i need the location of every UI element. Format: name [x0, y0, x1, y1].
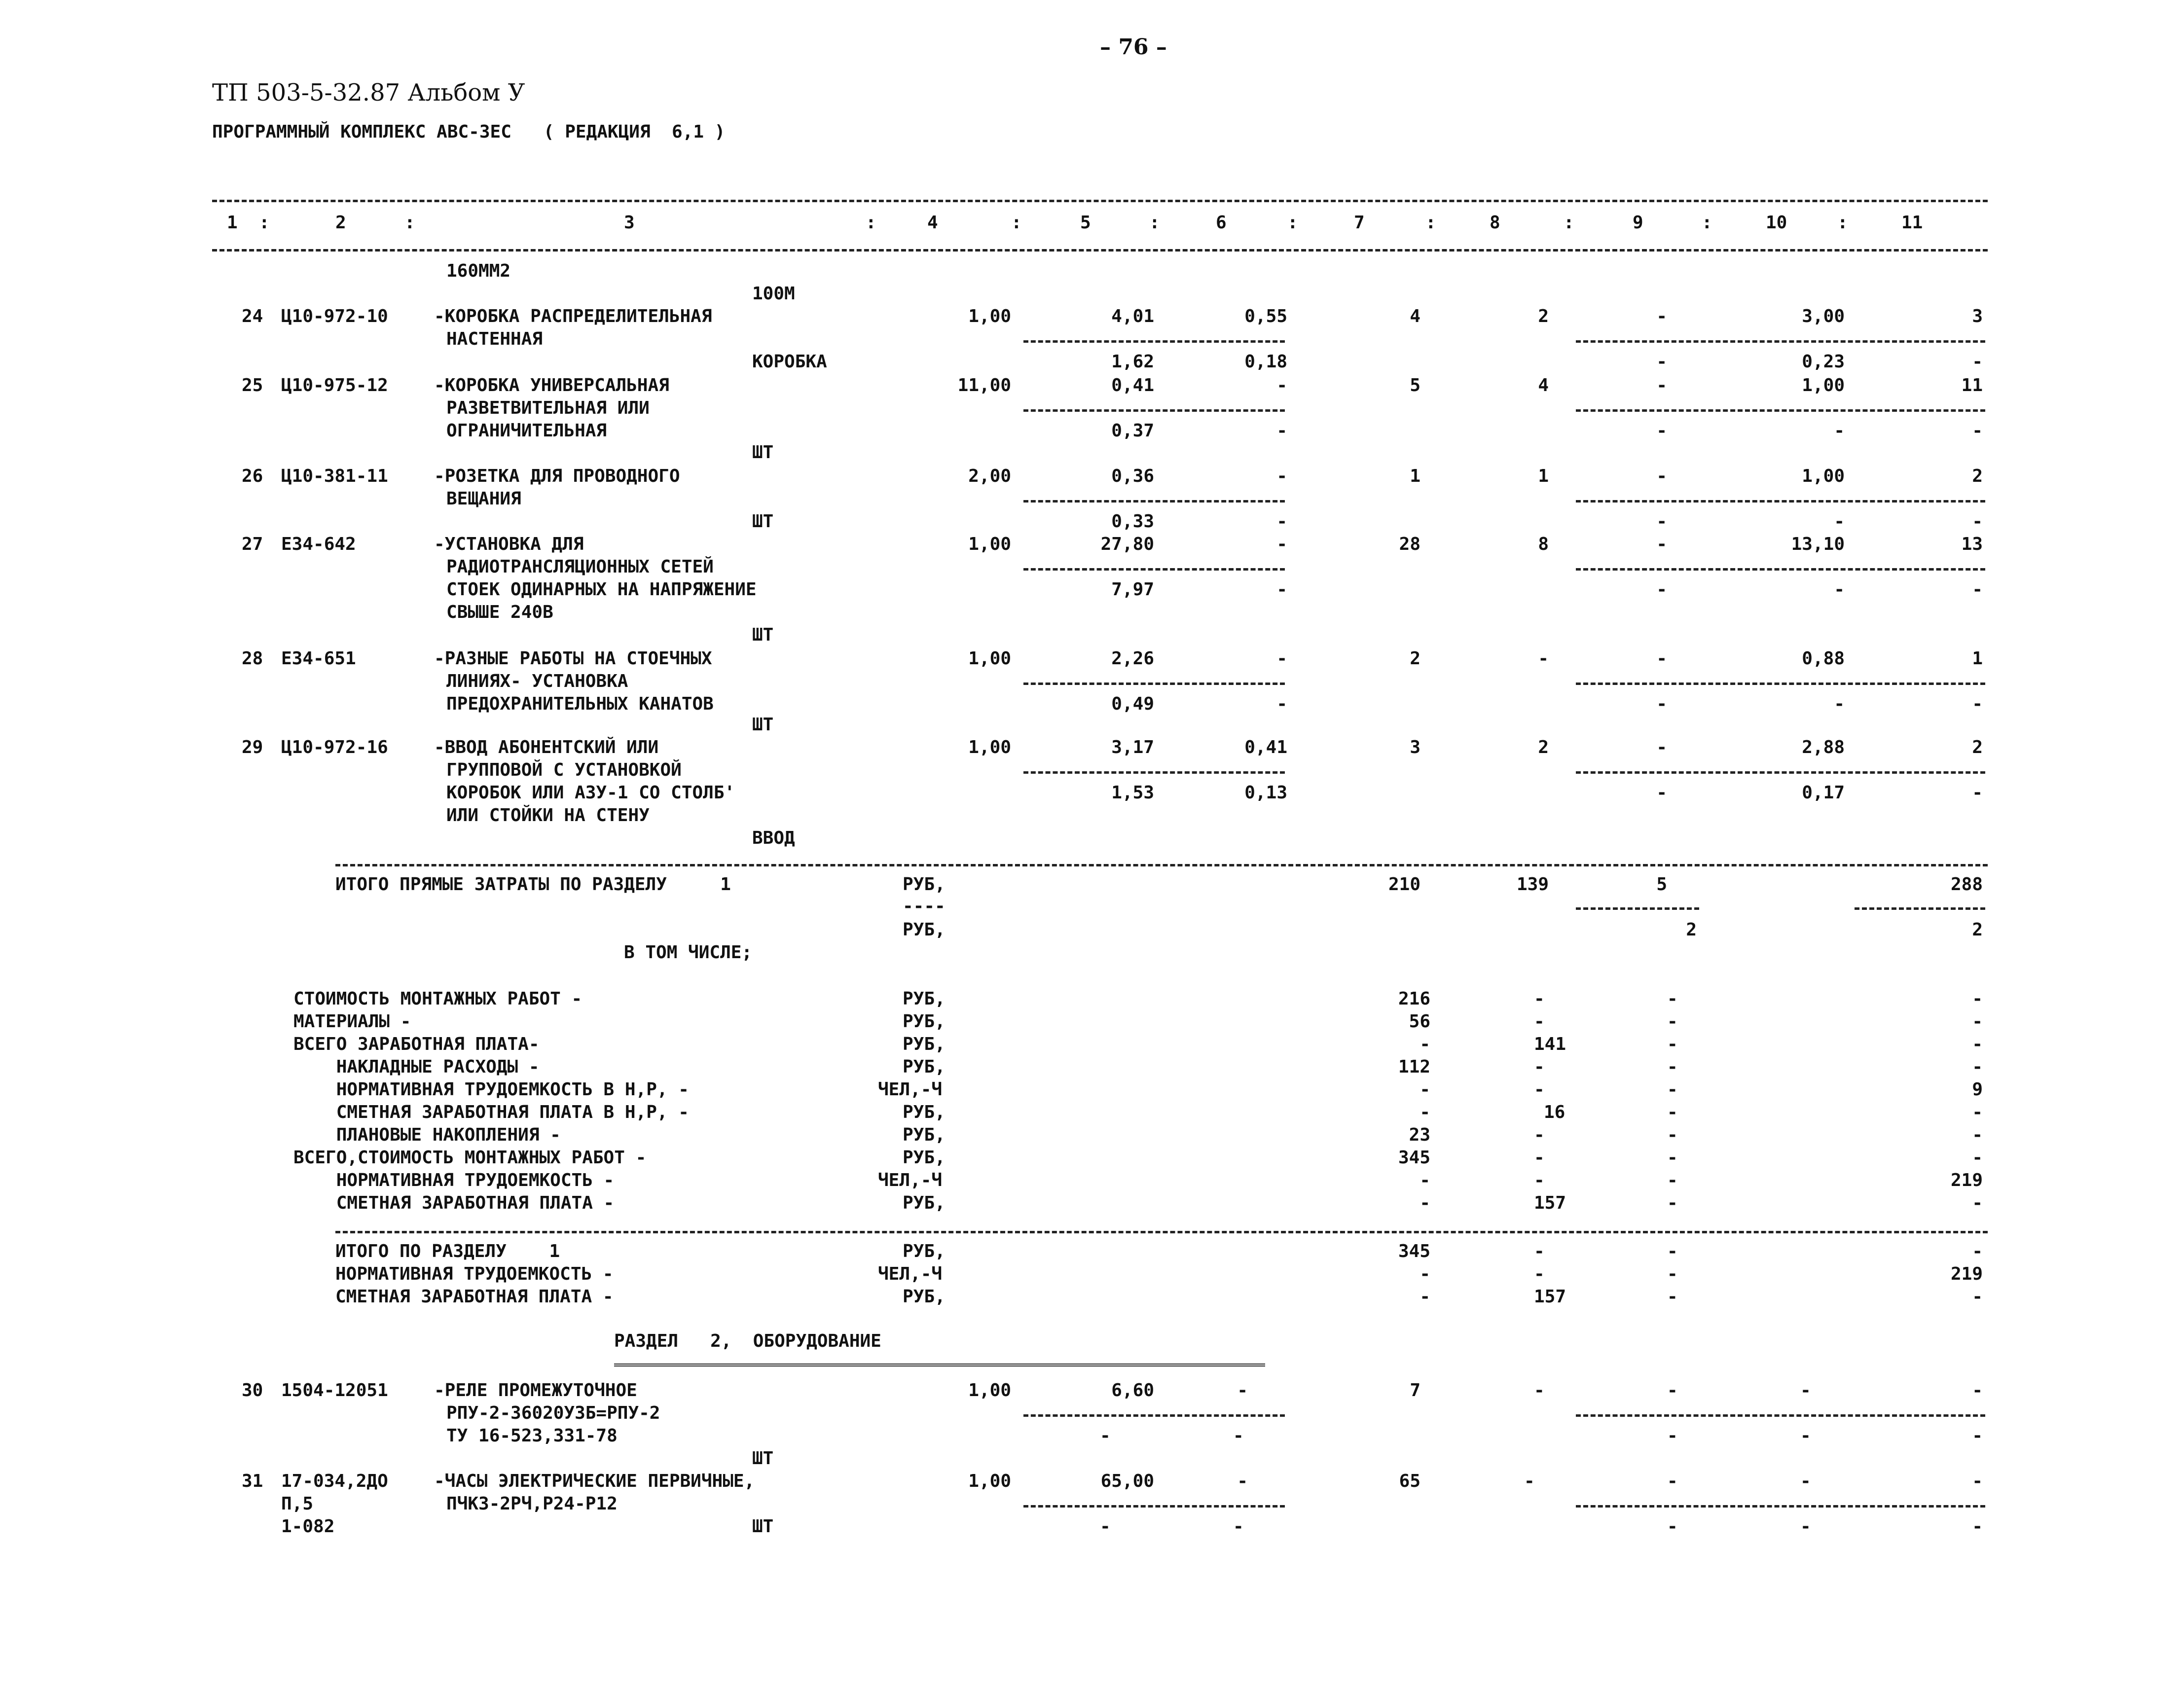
item-col7: -	[1420, 1170, 1430, 1190]
item-col7: 216	[1398, 989, 1430, 1009]
item-col8: -	[1534, 989, 1545, 1009]
col-header-10: 10	[1766, 213, 1787, 233]
col-header-9: 9	[1633, 213, 1643, 233]
cell-col8: -	[1538, 648, 1549, 669]
row-name-line: РАДИОТРАНСЛЯЦИОННЫХ СЕТЕЙ	[446, 557, 714, 577]
row-name-line: РАЗВЕТВИТЕЛЬНАЯ ИЛИ	[446, 398, 650, 418]
cell-col5: 4,01	[1111, 306, 1154, 326]
row-name-line: РПУ-2-36020У3Б=РПУ-2	[446, 1403, 660, 1423]
item-label: СМЕТНАЯ ЗАРАБОТНАЯ ПЛАТА -	[293, 1193, 615, 1213]
cell-col9: -	[1667, 1471, 1678, 1491]
cell-col5: 0,36	[1111, 466, 1154, 486]
cell-col9-sub: -	[1656, 421, 1667, 441]
item-col8: -	[1534, 1241, 1545, 1261]
row-name-line: СВЫШЕ 240В	[446, 602, 553, 622]
row-code-line: 1-082	[281, 1516, 335, 1537]
cell-col5: 0,41	[1111, 375, 1154, 395]
item-col8: -	[1534, 1264, 1545, 1284]
row-name-line: КОРОБОК ИЛИ АЗУ-1 СО СТОЛБ'	[446, 783, 735, 803]
cell-col10: 1,00	[1802, 375, 1845, 395]
totals-unit-2: РУБ,	[903, 920, 946, 940]
col-divider: :	[1425, 213, 1436, 233]
item-unit: РУБ,	[903, 989, 946, 1009]
item-unit: РУБ,	[903, 1287, 946, 1307]
item-col11: -	[1972, 989, 1983, 1009]
cell-col9-sub: -	[1667, 1426, 1678, 1446]
cell-col10-sub: -	[1834, 694, 1845, 714]
row-code: Ц10-972-16	[281, 737, 388, 757]
cell-col11-sub: -	[1972, 1516, 1983, 1537]
cell-col10: 2,88	[1802, 737, 1845, 757]
item-unit: РУБ,	[903, 1125, 946, 1145]
item-col7: 345	[1398, 1241, 1430, 1261]
cell-col11: -	[1972, 1380, 1983, 1401]
cell-rule	[1576, 500, 1985, 503]
item-col11: -	[1972, 1125, 1983, 1145]
item-label: НОРМАТИВНАЯ ТРУДОЕМКОСТЬ -	[293, 1170, 615, 1190]
item-col7: -	[1420, 1079, 1430, 1100]
item-col9: -	[1667, 1148, 1678, 1168]
item-col9: -	[1667, 1057, 1678, 1077]
item-unit: РУБ,	[903, 1241, 946, 1261]
row-name-line: -РОЗЕТКА ДЛЯ ПРОВОДНОГО	[434, 466, 680, 486]
cell-col7: 28	[1399, 534, 1420, 554]
cell-col6: -	[1276, 375, 1287, 395]
row-number: 26	[242, 466, 263, 486]
item-col11: 9	[1972, 1079, 1983, 1100]
totals-col9: 5	[1656, 874, 1667, 895]
row-code: Ц10-975-12	[281, 375, 388, 395]
item-col8: -	[1534, 1057, 1545, 1077]
row-unit: ВВОД	[752, 828, 795, 848]
item-col11: -	[1972, 1287, 1983, 1307]
header-top-rule	[212, 200, 1988, 202]
row-quantity: 1,00	[968, 648, 1011, 669]
cell-col7: 2	[1410, 648, 1420, 669]
col-divider: :	[259, 213, 270, 233]
cell-col5: 65,00	[1100, 1471, 1154, 1491]
cell-col6-sub: 0,13	[1244, 783, 1287, 803]
item-label: НОРМАТИВНАЯ ТРУДОЕМКОСТЬ В Н,Р, -	[293, 1079, 689, 1100]
item-col9: -	[1667, 1287, 1678, 1307]
cell-col9-sub: -	[1656, 511, 1667, 532]
cell-col6: -	[1237, 1471, 1248, 1491]
item-col11: -	[1972, 1148, 1983, 1168]
cell-col11-sub: -	[1972, 694, 1983, 714]
cell-rule	[1023, 1505, 1285, 1508]
item-col7: -	[1420, 1287, 1430, 1307]
item-col11: -	[1972, 1034, 1983, 1054]
row-unit: ШТ	[752, 625, 774, 645]
cell-col5-sub: 0,49	[1111, 694, 1154, 714]
cell-col6-sub: -	[1233, 1516, 1244, 1537]
cell-rule	[1023, 568, 1285, 571]
cell-col11-sub: -	[1972, 1426, 1983, 1446]
cell-rule	[1855, 907, 1985, 910]
item-unit: ЧЕЛ,-Ч	[878, 1264, 943, 1284]
col-divider: :	[1837, 213, 1848, 233]
row-quantity: 1,00	[968, 306, 1011, 326]
item-col11: -	[1972, 1241, 1983, 1261]
page-number: – 76 –	[1100, 35, 1167, 60]
item-label: НОРМАТИВНАЯ ТРУДОЕМКОСТЬ -	[335, 1264, 614, 1284]
cell-rule	[1023, 500, 1285, 503]
item-col11: 219	[1950, 1264, 1983, 1284]
col-divider: :	[1149, 213, 1160, 233]
cell-col5-sub: 7,97	[1111, 579, 1154, 600]
cell-col6-sub: -	[1276, 579, 1287, 600]
row-name-line: ИЛИ СТОЙКИ НА СТЕНУ	[446, 805, 650, 826]
cell-col11-sub: -	[1972, 783, 1983, 803]
cell-col5: 3,17	[1111, 737, 1154, 757]
row-name-line: -УСТАНОВКА ДЛЯ	[434, 534, 584, 554]
cell-col6: -	[1276, 648, 1287, 669]
row-code: Е34-642	[281, 534, 356, 554]
cell-col10: 3,00	[1802, 306, 1845, 326]
item-col8: 157	[1534, 1287, 1566, 1307]
item-col9: -	[1667, 1011, 1678, 1032]
row-unit: ШТ	[752, 1516, 774, 1537]
row-code: Ц10-381-11	[281, 466, 388, 486]
item-col8: 157	[1534, 1193, 1566, 1213]
item-label: ИТОГО ПО РАЗДЕЛУ 1	[335, 1241, 560, 1261]
row-unit: ШТ	[752, 442, 774, 463]
item-unit: РУБ,	[903, 1148, 946, 1168]
section-2-title: РАЗДЕЛ 2, ОБОРУДОВАНИЕ	[614, 1331, 881, 1351]
cell-col5-sub: 1,53	[1111, 783, 1154, 803]
cell-col6: -	[1276, 466, 1287, 486]
cell-col9: -	[1656, 737, 1667, 757]
cell-col6-sub: -	[1276, 511, 1287, 532]
cell-col5-sub: 0,33	[1111, 511, 1154, 532]
cell-col10-sub: -	[1800, 1516, 1811, 1537]
item-unit: РУБ,	[903, 1011, 946, 1032]
cell-col9: -	[1667, 1380, 1678, 1401]
item-col7: 56	[1409, 1011, 1430, 1032]
item-col8: -	[1534, 1170, 1545, 1190]
row-name-line: НАСТЕННАЯ	[446, 329, 543, 349]
item-col8: 141	[1534, 1034, 1566, 1054]
totals-col11-sub: 2	[1972, 920, 1983, 940]
including-heading: В ТОМ ЧИСЛЕ;	[624, 942, 753, 963]
col-header-5: 5	[1080, 213, 1091, 233]
cell-col10: 0,88	[1802, 648, 1845, 669]
program-subtitle: ПРОГРАММНЫЙ КОМПЛЕКС АВС-3ЕС ( РЕДАКЦИЯ 6,1 )	[212, 122, 726, 142]
cell-col9: -	[1656, 375, 1667, 395]
cell-col5-sub: -	[1100, 1516, 1111, 1537]
cell-col10-sub: 0,17	[1802, 783, 1845, 803]
cell-col6-sub: -	[1276, 694, 1287, 714]
col-divider: :	[1287, 213, 1298, 233]
row-continuation-text: 160ММ2	[446, 261, 511, 281]
row-code-line: П,5	[281, 1494, 314, 1514]
row-name-line: ВЕЩАНИЯ	[446, 489, 521, 509]
cell-rule	[1576, 683, 1985, 685]
item-label: СТОИМОСТЬ МОНТАЖНЫХ РАБОТ -	[293, 989, 582, 1009]
cell-col10-sub: -	[1834, 421, 1845, 441]
cell-rule	[1023, 1414, 1285, 1417]
document-title: ТП 503-5-32.87 Альбом У	[212, 79, 525, 107]
cell-rule	[1576, 340, 1985, 343]
cell-col5: 27,80	[1100, 534, 1154, 554]
col-divider: :	[1564, 213, 1574, 233]
item-label: СМЕТНАЯ ЗАРАБОТНАЯ ПЛАТА -	[335, 1287, 614, 1307]
col-header-11: 11	[1901, 213, 1923, 233]
cell-col8: 4	[1538, 375, 1549, 395]
item-col8: -	[1534, 1148, 1545, 1168]
item-col9: -	[1667, 989, 1678, 1009]
row-name-line: ПРЕДОХРАНИТЕЛЬНЫХ КАНАТОВ	[446, 694, 714, 714]
cell-col8: 2	[1538, 306, 1549, 326]
row-name-line: -ЧАСЫ ЭЛЕКТРИЧЕСКИЕ ПЕРВИЧНЫЕ,	[434, 1471, 755, 1491]
col-divider: :	[1702, 213, 1712, 233]
cell-col6: -	[1276, 534, 1287, 554]
item-col7: 345	[1398, 1148, 1430, 1168]
totals-col8: 139	[1516, 874, 1549, 895]
item-col9: -	[1667, 1102, 1678, 1122]
cell-rule	[1576, 907, 1699, 910]
totals-unit: РУБ,	[903, 874, 946, 895]
row-unit: ШТ	[752, 715, 774, 735]
item-col8: -	[1534, 1125, 1545, 1145]
cell-col10-sub: -	[1800, 1426, 1811, 1446]
item-col9: -	[1667, 1125, 1678, 1145]
cell-col9-sub: -	[1656, 694, 1667, 714]
cell-rule	[1576, 568, 1985, 571]
row-unit: КОРОБКА	[752, 352, 827, 372]
cell-col7: 7	[1410, 1380, 1420, 1401]
item-label: ПЛАНОВЫЕ НАКОПЛЕНИЯ -	[293, 1125, 561, 1145]
cell-col10: -	[1800, 1380, 1811, 1401]
cell-col8: 8	[1538, 534, 1549, 554]
row-quantity: 1,00	[968, 534, 1011, 554]
row-number: 27	[242, 534, 263, 554]
item-col8: -	[1534, 1079, 1545, 1100]
cell-rule	[1023, 771, 1285, 774]
cell-col5: 6,60	[1111, 1380, 1154, 1401]
item-label: СМЕТНАЯ ЗАРАБОТНАЯ ПЛАТА В Н,Р, -	[293, 1102, 689, 1122]
cell-rule	[1023, 409, 1285, 412]
item-label: ВСЕГО,СТОИМОСТЬ МОНТАЖНЫХ РАБОТ -	[293, 1148, 647, 1168]
cell-col7: 1	[1410, 466, 1420, 486]
section-2-underline	[614, 1364, 1265, 1366]
cell-col11-sub: -	[1972, 352, 1983, 372]
row-name-line: ТУ 16-523,331-78	[446, 1426, 618, 1446]
col-divider: :	[866, 213, 876, 233]
item-col9: -	[1667, 1264, 1678, 1284]
row-code: 17-034,2ДО	[281, 1471, 388, 1491]
item-col11: -	[1972, 1057, 1983, 1077]
cell-col8: 1	[1538, 466, 1549, 486]
item-col9: -	[1667, 1034, 1678, 1054]
item-col7: 112	[1398, 1057, 1430, 1077]
cell-col11: 13	[1961, 534, 1983, 554]
cell-col9: -	[1656, 466, 1667, 486]
totals-top-rule	[335, 864, 1988, 866]
item-col7: 23	[1409, 1125, 1430, 1145]
cell-col11: 2	[1972, 737, 1983, 757]
item-col9: -	[1667, 1079, 1678, 1100]
cell-col5-sub: 1,62	[1111, 352, 1154, 372]
item-unit: ЧЕЛ,-Ч	[878, 1170, 943, 1190]
cell-col7: 3	[1410, 737, 1420, 757]
item-col11: -	[1972, 1193, 1983, 1213]
row-name-line: -КОРОБКА УНИВЕРСАЛЬНАЯ	[434, 375, 669, 395]
col-header-6: 6	[1216, 213, 1227, 233]
cell-col6-sub: -	[1276, 421, 1287, 441]
item-col7: -	[1420, 1264, 1430, 1284]
col-header-8: 8	[1490, 213, 1500, 233]
totals-unit-rule: ----	[903, 896, 946, 916]
cell-col10: -	[1800, 1471, 1811, 1491]
row-number: 29	[242, 737, 263, 757]
item-label: НАКЛАДНЫЕ РАСХОДЫ -	[293, 1057, 540, 1077]
item-unit: РУБ,	[903, 1034, 946, 1054]
cell-rule	[1576, 771, 1985, 774]
cell-col6: -	[1237, 1380, 1248, 1401]
cell-col11: 11	[1961, 375, 1983, 395]
item-col8: 16	[1544, 1102, 1565, 1122]
cell-col10: 13,10	[1791, 534, 1845, 554]
cell-col8: 2	[1538, 737, 1549, 757]
row-unit: ШТ	[752, 511, 774, 532]
item-col9: -	[1667, 1241, 1678, 1261]
cell-col9-sub: -	[1656, 352, 1667, 372]
item-col7: -	[1420, 1193, 1430, 1213]
cell-col5-sub: 0,37	[1111, 421, 1154, 441]
cell-col11: -	[1972, 1471, 1983, 1491]
row-code: 1504-12051	[281, 1380, 388, 1401]
header-bottom-rule	[212, 249, 1988, 252]
cell-col9: -	[1656, 306, 1667, 326]
cell-col6-sub: -	[1233, 1426, 1244, 1446]
cell-col10: 1,00	[1802, 466, 1845, 486]
item-col8: -	[1534, 1011, 1545, 1032]
row-name-line: ГРУППОВОЙ С УСТАНОВКОЙ	[446, 760, 682, 780]
cell-col8: -	[1524, 1471, 1535, 1491]
row-name-line: ЛИНИЯХ- УСТАНОВКА	[446, 671, 628, 691]
row-name-line: -РЕЛЕ ПРОМЕЖУТОЧНОЕ	[434, 1380, 637, 1401]
cell-rule	[1023, 340, 1285, 343]
row-name-line: ПЧКЗ-2РЧ,Р24-Р12	[446, 1494, 618, 1514]
row-continuation-unit: 100М	[752, 284, 795, 304]
cell-col10-sub: -	[1834, 579, 1845, 600]
item-col11: -	[1972, 1102, 1983, 1122]
totals-col7: 210	[1388, 874, 1420, 895]
row-code: Ц10-972-10	[281, 306, 388, 326]
cell-col11-sub: -	[1972, 511, 1983, 532]
cell-col5-sub: -	[1100, 1426, 1111, 1446]
col-header-2: 2	[335, 213, 346, 233]
cell-col7: 5	[1410, 375, 1420, 395]
totals-label: ИТОГО ПРЯМЫЕ ЗАТРАТЫ ПО РАЗДЕЛУ 1	[335, 874, 731, 895]
cell-col6: 0,41	[1244, 737, 1287, 757]
cell-col9: -	[1656, 648, 1667, 669]
cell-col11-sub: -	[1972, 579, 1983, 600]
section-total-rule	[335, 1231, 1988, 1233]
row-quantity: 1,00	[968, 1380, 1011, 1401]
item-unit: ЧЕЛ,-Ч	[878, 1079, 943, 1100]
row-name-line: ОГРАНИЧИТЕЛЬНАЯ	[446, 421, 607, 441]
row-number: 30	[242, 1380, 263, 1401]
cell-col8: -	[1534, 1380, 1545, 1401]
cell-col9-sub: -	[1656, 783, 1667, 803]
col-header-7: 7	[1354, 213, 1365, 233]
item-col9: -	[1667, 1193, 1678, 1213]
cell-col11: 2	[1972, 466, 1983, 486]
row-number: 28	[242, 648, 263, 669]
col-header-3: 3	[624, 213, 635, 233]
cell-rule	[1576, 1505, 1985, 1508]
row-name-line: -ВВОД АБОНЕНТСКИЙ ИЛИ	[434, 737, 659, 757]
cell-col11: 3	[1972, 306, 1983, 326]
cell-col10-sub: -	[1834, 511, 1845, 532]
row-number: 24	[242, 306, 263, 326]
row-name-line: -КОРОБКА РАСПРЕДЕЛИТЕЛЬНАЯ	[434, 306, 712, 326]
row-name-line: СТОЕК ОДИНАРНЫХ НА НАПРЯЖЕНИЕ	[446, 579, 757, 600]
item-label: ВСЕГО ЗАРАБОТНАЯ ПЛАТА-	[293, 1034, 540, 1054]
item-label: МАТЕРИАЛЫ -	[293, 1011, 411, 1032]
cell-col11: 1	[1972, 648, 1983, 669]
cell-col7: 65	[1399, 1471, 1420, 1491]
cell-col9: -	[1656, 534, 1667, 554]
col-header-1: 1	[227, 213, 238, 233]
row-number: 25	[242, 375, 263, 395]
cell-col7: 4	[1410, 306, 1420, 326]
row-quantity: 1,00	[968, 1471, 1011, 1491]
item-unit: РУБ,	[903, 1057, 946, 1077]
col-divider: :	[404, 213, 415, 233]
row-number: 31	[242, 1471, 263, 1491]
row-unit: ШТ	[752, 1448, 774, 1469]
item-col9: -	[1667, 1170, 1678, 1190]
row-quantity: 2,00	[968, 466, 1011, 486]
cell-rule	[1576, 409, 1985, 412]
item-col7: -	[1420, 1102, 1430, 1122]
row-name-line: -РАЗНЫЕ РАБОТЫ НА СТОЕЧНЫХ	[434, 648, 712, 669]
item-unit: РУБ,	[903, 1102, 946, 1122]
col-header-4: 4	[927, 213, 938, 233]
item-col7: -	[1420, 1034, 1430, 1054]
cell-col6-sub: 0,18	[1244, 352, 1287, 372]
row-quantity: 1,00	[968, 737, 1011, 757]
cell-col11-sub: -	[1972, 421, 1983, 441]
item-col11: 219	[1950, 1170, 1983, 1190]
col-divider: :	[1011, 213, 1022, 233]
totals-col11: 288	[1950, 874, 1983, 895]
totals-col9-sub: 2	[1686, 920, 1697, 940]
cell-col9-sub: -	[1656, 579, 1667, 600]
row-quantity: 11,00	[957, 375, 1011, 395]
cell-rule	[1576, 1414, 1985, 1417]
cell-rule	[1023, 683, 1285, 685]
item-col11: -	[1972, 1011, 1983, 1032]
row-code: Е34-651	[281, 648, 356, 669]
cell-col9-sub: -	[1667, 1516, 1678, 1537]
item-unit: РУБ,	[903, 1193, 946, 1213]
cell-col6: 0,55	[1244, 306, 1287, 326]
cell-col10-sub: 0,23	[1802, 352, 1845, 372]
cell-col5: 2,26	[1111, 648, 1154, 669]
